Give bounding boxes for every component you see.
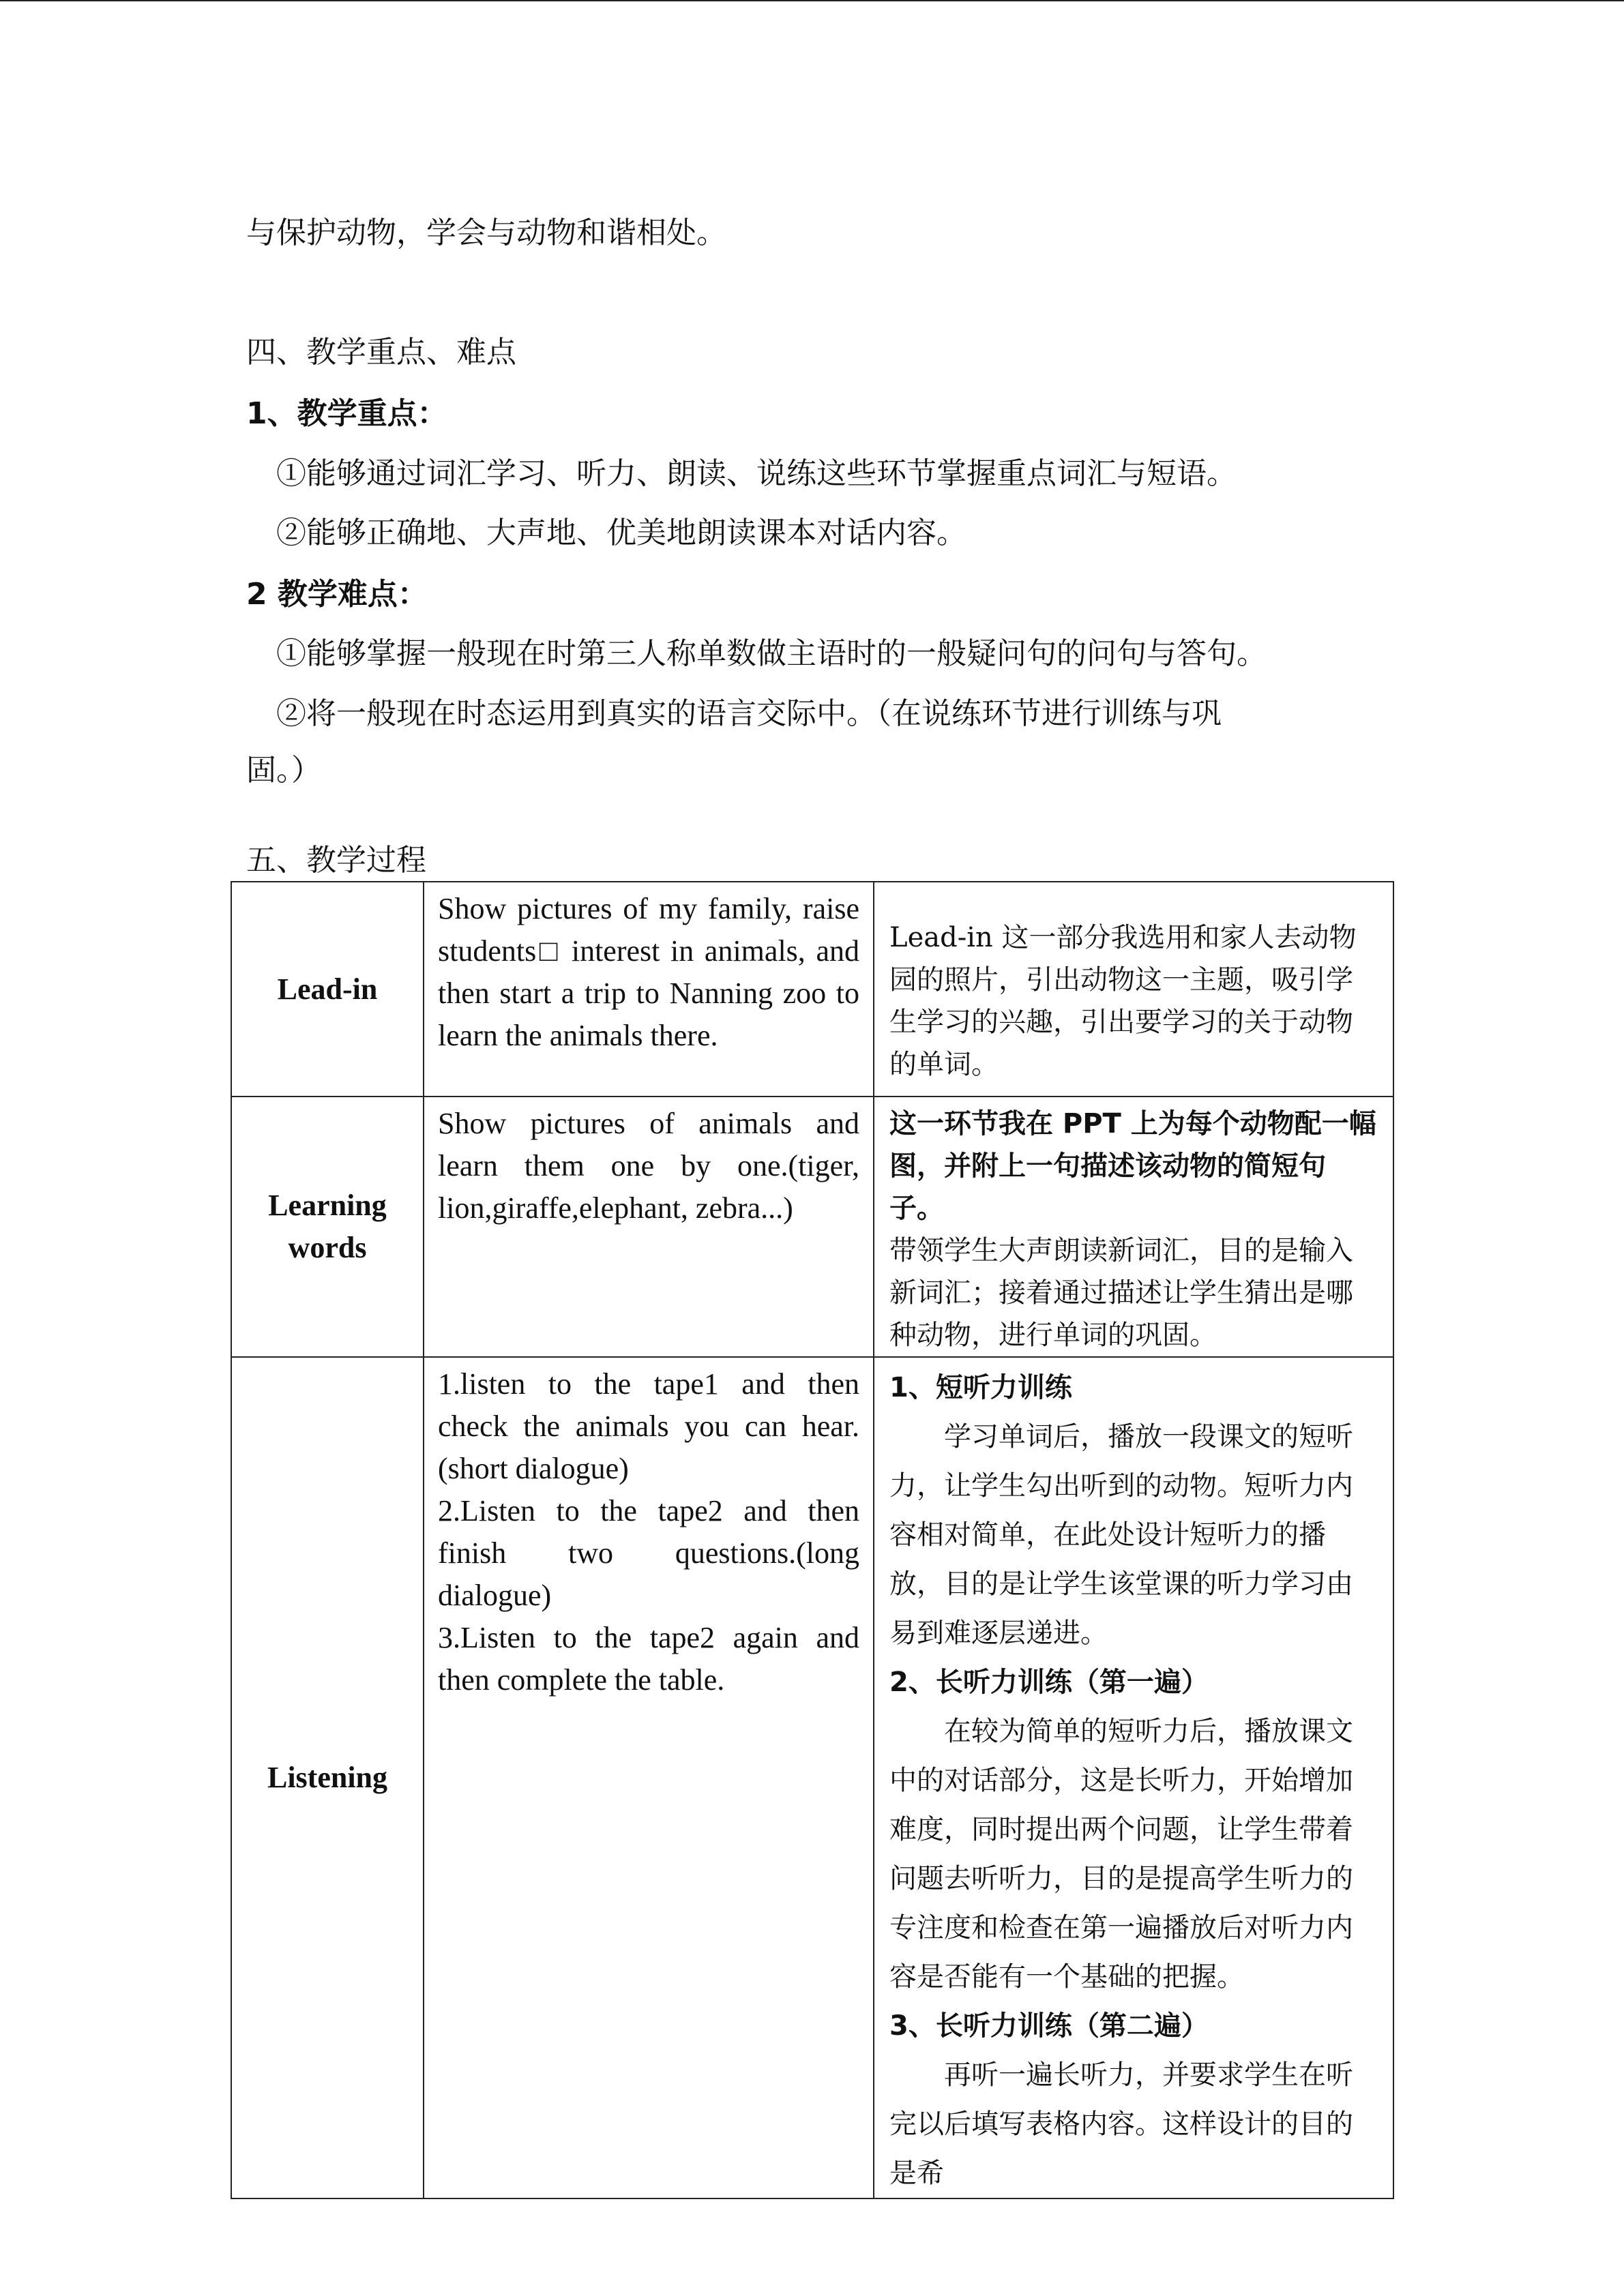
key-point-item-2: ②能够正确地、大声地、优美地朗读课本对话内容。 <box>276 516 966 550</box>
note-paragraph-1: 学习单词后，播放一段课文的短听力，让学生勾出听到的动物。短听力内容相对简单，在此处设计短听力的播放，目的是让学生该堂课的听力学习由易到难逐层递进。 <box>889 1421 1353 1649</box>
key-point-item-1: ①能够通过词汇学习、听力、朗读、说练这些环节掌握重点词汇与短语。 <box>276 456 1237 491</box>
key-points-title: 1、教学重点： <box>246 396 447 431</box>
table-row-listening <box>231 1357 1393 2198</box>
difficult-point-tail: 固。） <box>246 753 321 788</box>
note-bold-text: 这一环节我在 PPT 上为每个动物配一幅图，并附上一句描述该动物的简短句子。 <box>889 1108 1376 1224</box>
page-top-border <box>0 0 1624 1</box>
activity-item-2: 2.Listen to the tape2 and then finish two questions.(long dialogue) <box>438 1494 859 1612</box>
activity-cell: Show pictures of animals and learn them one by one.(tiger, lion,giraffe,elephant, zebra...) <box>424 1097 874 1357</box>
note-text: 带领学生大声朗读新词汇，目的是输入新词汇；接着通过描述让学生猜出是哪种动物，进行单词的巩固。 <box>889 1235 1353 1351</box>
note-heading-3: 3、长听力训练（第二遍） <box>889 2010 1209 2042</box>
stage-label: Listening <box>267 1761 388 1794</box>
difficult-point-item-2: ②将一般现在时态运用到真实的语言交际中。（在说练环节进行训练与巩 <box>276 696 1222 731</box>
stage-cell <box>231 1097 424 1357</box>
activity-item-3: 3.Listen to the tape2 again and then complete the table. <box>438 1621 859 1697</box>
table-row-lead-in <box>231 882 1393 1097</box>
section5-title: 五、教学过程 <box>246 843 426 878</box>
teaching-process-table <box>231 881 1394 2199</box>
note-cell <box>874 882 1393 1097</box>
difficult-points-title: 2 教学难点： <box>246 577 428 612</box>
stage-cell <box>231 882 424 1097</box>
note-heading-2: 2、长听力训练（第一遍） <box>889 1667 1209 1698</box>
note-cell <box>874 1357 1393 2198</box>
stage-label-line2: words <box>288 1231 367 1264</box>
table-row-learning-words <box>231 1097 1393 1357</box>
section4-title: 四、教学重点、难点 <box>246 335 516 370</box>
stage-label: Lead-in <box>277 972 378 1006</box>
activity-cell <box>424 1357 874 2198</box>
note-paragraph-2: 在较为简单的短听力后，播放课文中的对话部分，这是长听力，开始增加难度，同时提出两个问题，让学生带着问题去听听力，目的是提高学生听力的专注度和检查在第一遍播放后对听力内容是否能有一个基础的把握。 <box>889 1716 1353 1993</box>
activity-item-1: 1.listen to the tape1 and then check the animals you can hear.(short dialogue) <box>438 1367 859 1485</box>
note-paragraph-3: 再听一遍长听力，并要求学生在听完以后填写表格内容。这样设计的目的是希 <box>889 2059 1353 2189</box>
activity-cell: Show pictures of my family, raise students□ interest in animals, and then start a trip to Nanning zoo to learn the animals there. <box>424 882 874 1097</box>
intro-line: 与保护动物，学会与动物和谐相处。 <box>246 215 726 250</box>
difficult-point-item-1: ①能够掌握一般现在时第三人称单数做主语时的一般疑问句的问句与答句。 <box>276 636 1267 671</box>
stage-label-line1: Learning <box>268 1189 387 1222</box>
note-heading-1: 1、短听力训练 <box>889 1372 1072 1403</box>
note-text: Lead-in 这一部分我选用和家人去动物园的照片，引出动物这一主题，吸引学生学习的兴趣，引出要学习的关于动物的单词。 <box>889 922 1357 1080</box>
stage-cell <box>231 1357 424 2198</box>
note-cell <box>874 1097 1393 1357</box>
